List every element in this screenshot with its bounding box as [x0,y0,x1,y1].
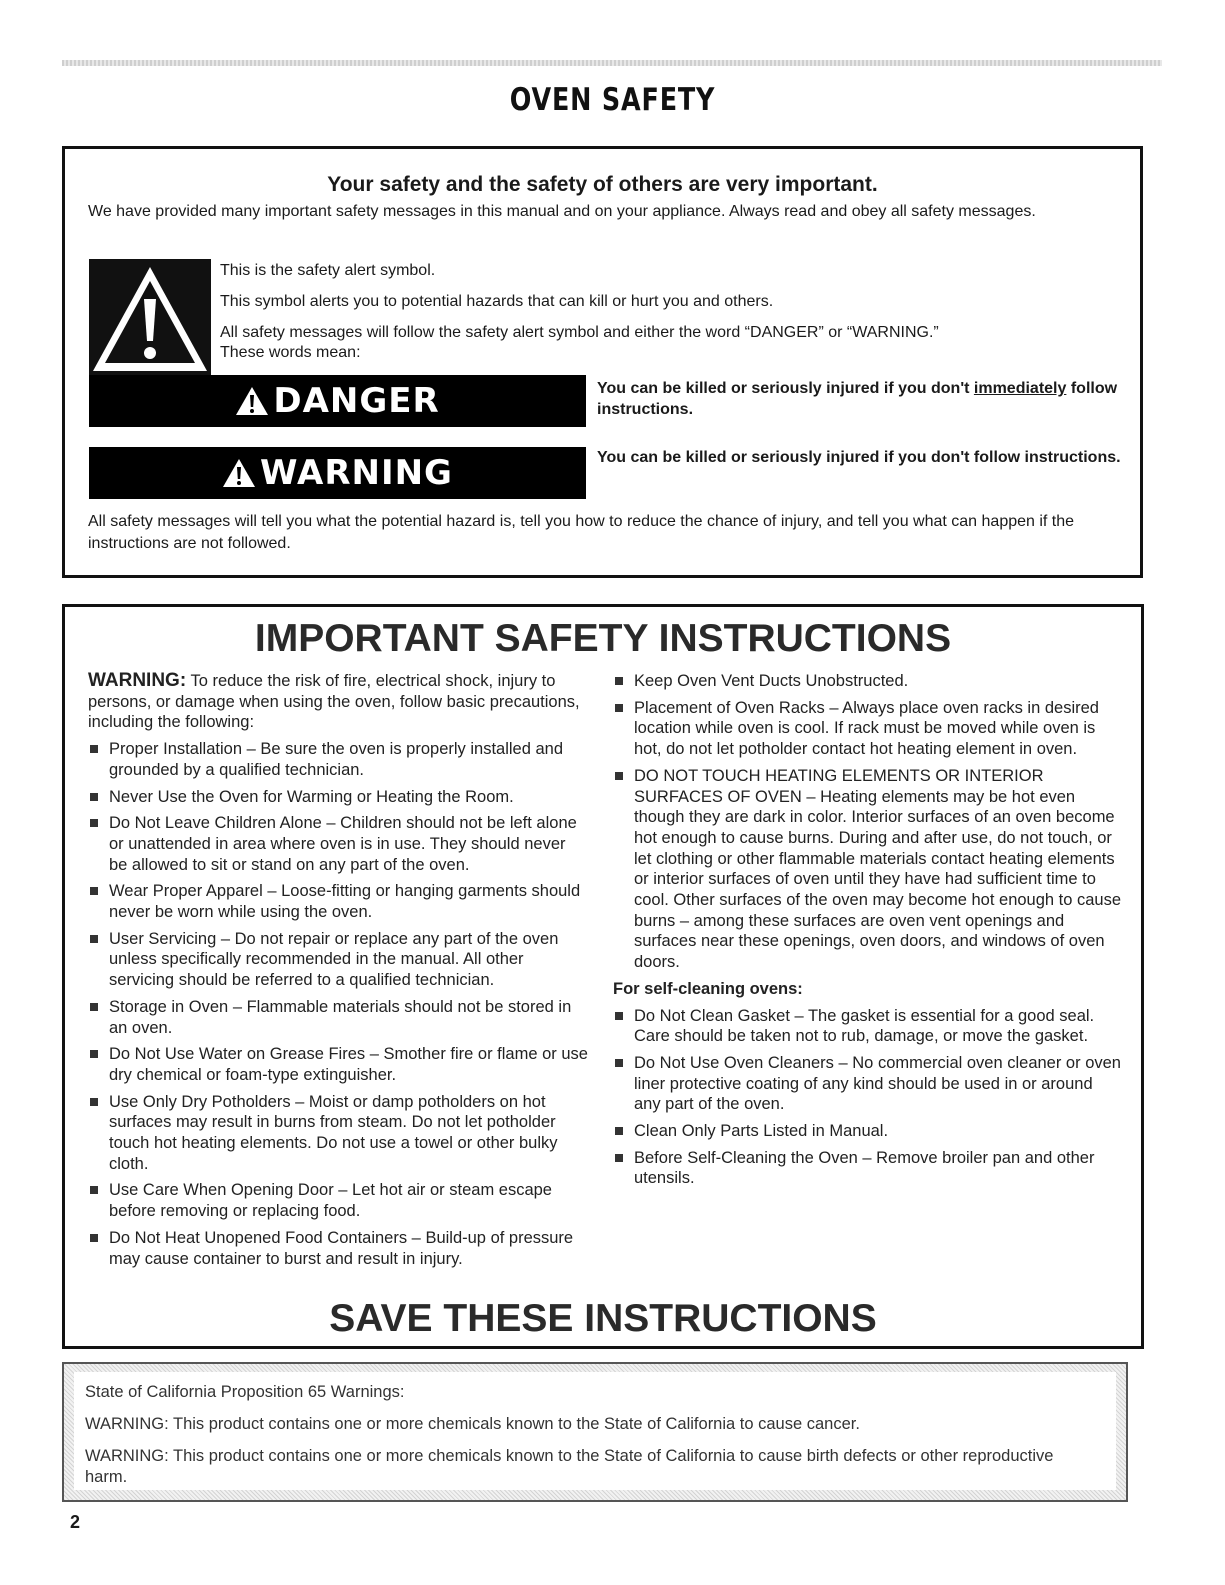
danger-label: DANGER [273,381,440,421]
danger-emphasis: immediately [973,380,1067,397]
self-clean-heading: For self-cleaning ovens: [613,979,803,998]
alert-line: These words mean: [220,344,361,361]
danger-text: You can be killed or seriously injured if you don't [597,380,974,397]
warning-meaning: You can be killed or seriously injured if you don't follow instructions. [597,449,1121,466]
prop65-warning-birth: WARNING: This product contains one or more chemicals known to the State of California to cause birth defects or other reproductive harm. [85,1447,1054,1486]
warning-signal-bar [89,447,586,499]
alert-triangle-icon [235,386,269,416]
warning-label: WARNING [260,453,453,493]
danger-text-end: follow instructions. [597,380,1118,418]
danger-signal-bar [89,375,586,427]
instructions-title: IMPORTANT SAFETY INSTRUCTIONS [254,617,952,660]
list-item: Placement of Oven Racks – Always place oven racks in desired location while oven is cool. If rack must be moved while oven is hot, do not let potholder contact hot heating element in oven. [613,698,1123,760]
list-item: Wear Proper Apparel – Loose-fitting or hanging garments should never be worn while using the oven. [88,881,588,922]
alert-triangle-icon [222,458,256,488]
danger-meaning [597,378,1132,420]
top-rule [62,60,1162,66]
instructions-left-column [88,671,588,1269]
list-item: Keep Oven Vent Ducts Unobstructed. [613,671,1123,692]
list-item: Use Only Dry Potholders – Moist or damp potholders on hot surfaces may result in burns from steam. Do not let potholder touch hot heating elements. Do not use a towel or other bulky cloth. [88,1092,588,1175]
section-title: OVEN SAFETY [509,82,716,118]
list-item: Before Self-Cleaning the Oven – Remove broiler pan and other utensils. [613,1148,1123,1189]
instructions-right-column [613,671,1123,1189]
prop65-box [62,1362,1128,1502]
safety-intro: We have provided many important safety messages in this manual and on your appliance. Always read and obey all safety messages. [88,203,1036,220]
list-item: Storage in Oven – Flammable materials should not be stored in an oven. [88,997,588,1038]
list-item: Clean Only Parts Listed in Manual. [613,1121,1123,1142]
important-safety-instructions-box [62,604,1144,1349]
safety-alert-icon [89,259,211,387]
list-item: Do Not Use Water on Grease Fires – Smother fire or flame or use dry chemical or foam-type extinguisher. [88,1044,588,1085]
warning-intro [88,671,588,733]
page-number: 2 [70,1512,81,1532]
prop65-text [85,1382,1085,1499]
safety-outro: All safety messages will tell you what the potential hazard is, tell you how to reduce the chance of injury, and tell you what can happen if the instructions are not followed. [88,513,1075,552]
alert-line: This symbol alerts you to potential hazards that can kill or hurt you and others. [220,293,774,310]
prop65-heading: State of California Proposition 65 Warnings: [85,1383,405,1401]
list-item: Proper Installation – Be sure the oven is properly installed and grounded by a qualified technician. [88,739,588,780]
list-item: Do Not Leave Children Alone – Children should not be left alone or unattended in area where oven is in use. They should never be allowed to sit or stand on any part of the oven. [88,813,588,875]
warning-intro-text: To reduce the risk of fire, electrical shock, injury to persons, or damage when using the oven, follow basic precautions, including the following: [88,672,580,732]
list-item: Never Use the Oven for Warming or Heating the Room. [88,787,588,808]
list-item: User Servicing – Do not repair or replace any part of the oven unless specifically recommended in the manual. All other servicing should be referred to a qualified technician. [88,929,588,991]
list-item: Do Not Clean Gasket – The gasket is essential for a good seal. Care should be taken not to rub, damage, or move the gasket. [613,1006,1123,1047]
prop65-warning-cancer: WARNING: This product contains one or more chemicals known to the State of California to cause cancer. [85,1415,860,1433]
list-item: Use Care When Opening Door – Let hot air or steam escape before removing or replacing food. [88,1180,588,1221]
alert-line: This is the safety alert symbol. [220,262,436,279]
list-item: Do Not Use Oven Cleaners – No commercial oven cleaner or oven liner protective coating of any kind should be used in or around any part of the oven. [613,1053,1123,1115]
list-item: DO NOT TOUCH HEATING ELEMENTS OR INTERIOR SURFACES OF OVEN – Heating elements may be hot even though they are dark in color. Interior surfaces of an oven become hot enough to cause burns. During and after use, do not touch, or let clothing or other flammable materials contact heating elements or interior surfaces of oven until they have had sufficient time to cool. Other surfaces of the oven may become hot enough to cause burns – among these surfaces are oven vent openings and surfaces near these openings, oven doors, and windows of oven doors. [613,766,1123,973]
safety-headline: Your safety and the safety of others are very important. [327,173,878,196]
safety-message-box [62,146,1143,578]
list-item: Do Not Heat Unopened Food Containers – Build-up of pressure may cause container to burst and result in injury. [88,1228,588,1269]
alert-line: All safety messages will follow the safety alert symbol and either the word “DANGER” or “WARNING.” [220,324,939,341]
warning-lead: WARNING: [88,670,187,691]
save-instructions-title: SAVE THESE INSTRUCTIONS [329,1297,877,1340]
alert-symbol-text [220,261,1120,363]
